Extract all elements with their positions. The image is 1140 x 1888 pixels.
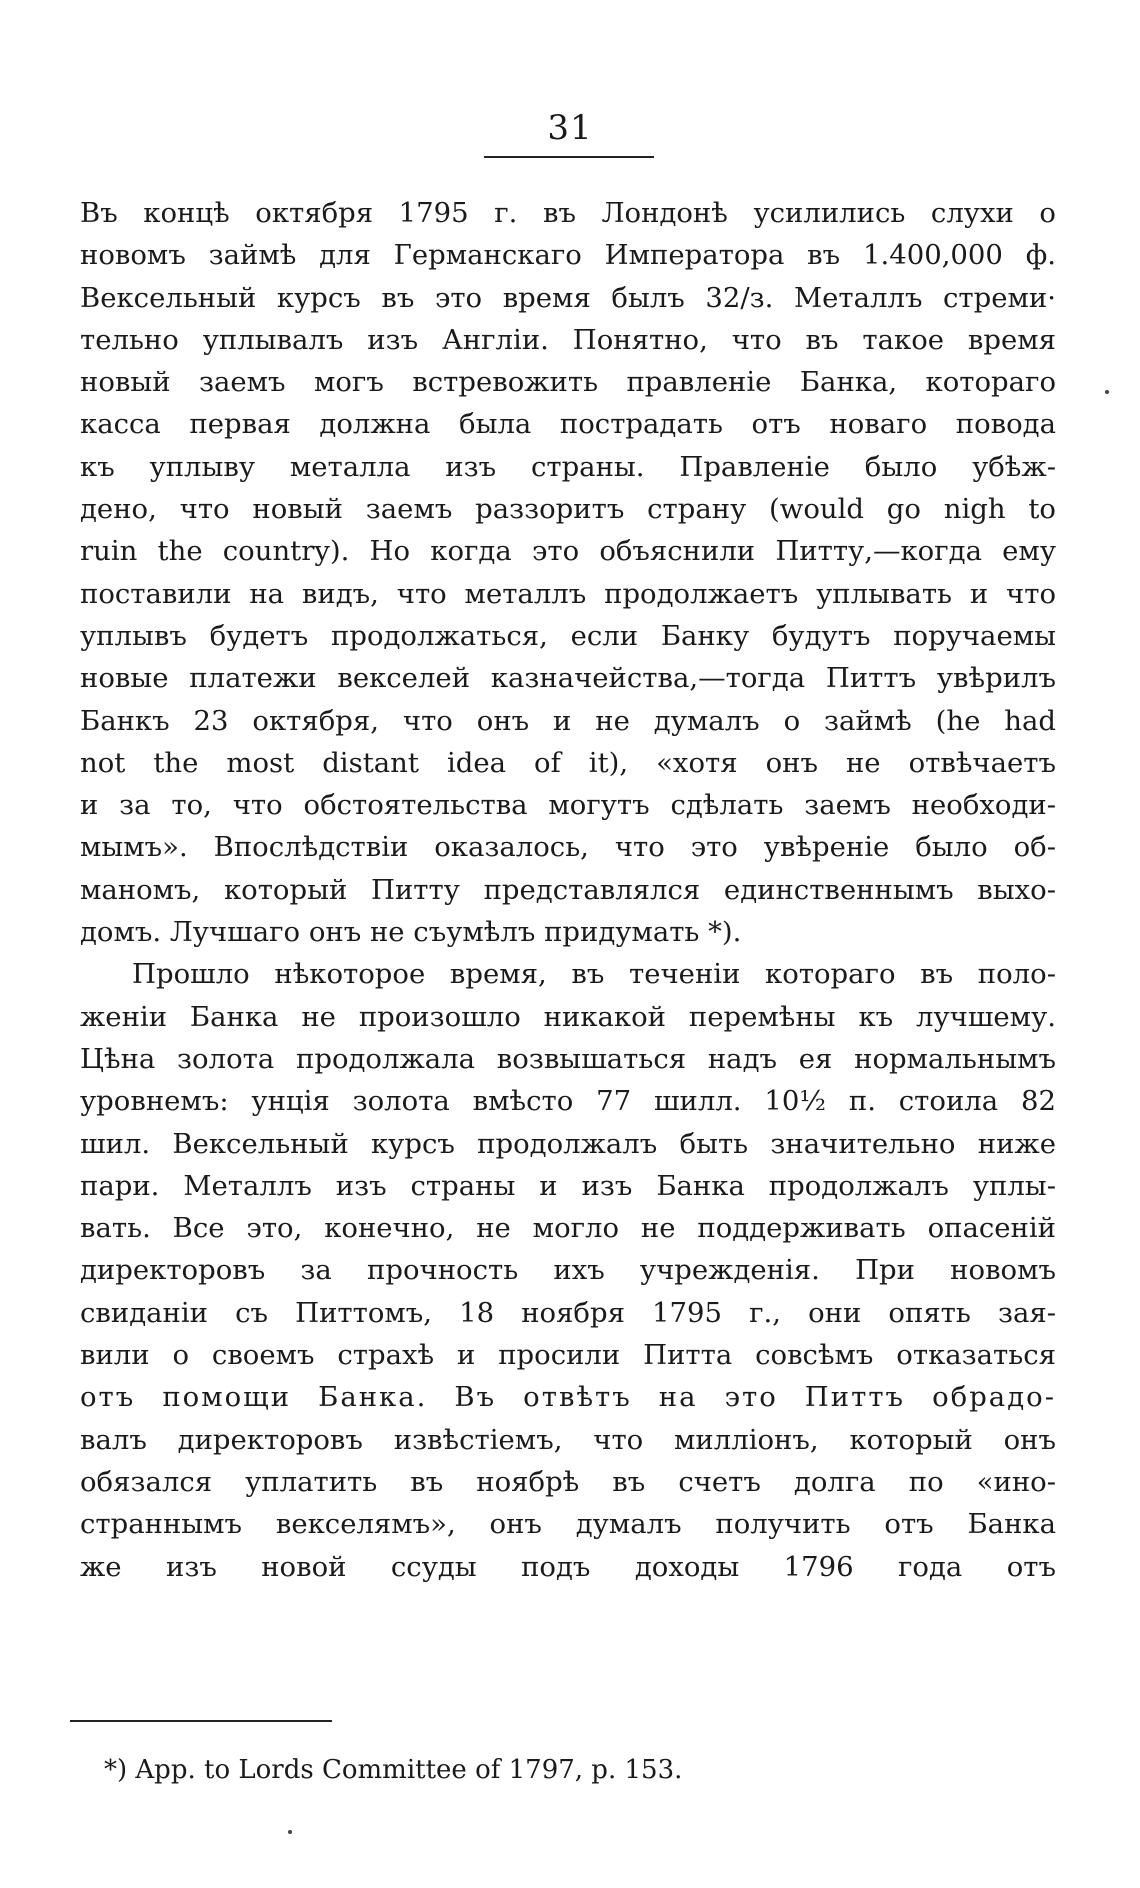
text-line: уплывъ будетъ продолжаться, если Банку будутъ поручаемы [80, 619, 1056, 652]
text-line: отъ помощи Банка. Въ отвѣтъ на это Питтъ обрадо- [80, 1381, 1056, 1414]
text-line: касса первая должна была пострадать отъ новаго повода [80, 408, 1056, 441]
text-line: уровнемъ: унція золота вмѣсто 77 шилл. 10½ п. стоила 82 [80, 1085, 1056, 1118]
text-line: поставили на видъ, что металлъ продолжаетъ уплывать и что [80, 577, 1056, 610]
header-rule [484, 156, 654, 158]
text-line: Въ концѣ октября 1795 г. въ Лондонѣ усилились слухи о [80, 197, 1056, 229]
text-line: обязался уплатить въ ноябрѣ въ счетъ долга по «ино- [80, 1465, 1056, 1498]
text-line: not the most distant idea of it), «хотя онъ не отвѣчаетъ [80, 746, 1056, 779]
footnote-rule [70, 1720, 332, 1722]
text-line: и за то, что обстоятельства могутъ сдѣлать заемъ необходи- [80, 789, 1056, 822]
text-line: Вексельный курсъ въ это время былъ 32/з. Металлъ стреми· [80, 281, 1056, 314]
text-line: вили о своемъ страхѣ и просили Питта совсѣмъ отказаться [80, 1339, 1056, 1372]
text-line: новомъ займѣ для Германскаго Императора въ 1.400,000 ф. [80, 239, 1056, 272]
page-number: 31 [547, 108, 593, 148]
text-line: маномъ, который Питту представлялся единственнымъ выхо- [80, 873, 1056, 906]
text-line-paragraph-start: Прошло нѣкоторое время, въ теченіи котораго въ поло- [132, 958, 1056, 991]
text-line: же изъ новой ссуды подъ доходы 1796 года отъ [80, 1550, 1056, 1583]
text-line: дено, что новый заемъ раззоритъ страну (would go nigh to [80, 493, 1056, 526]
text-line: новые платежи векселей казначейства,—тогда Питтъ увѣрилъ [80, 662, 1056, 695]
footnote: *) App. to Lords Committee of 1797, p. 153. [104, 1755, 683, 1785]
text-line: страннымъ векселямъ», онъ думалъ получить отъ Банка [80, 1508, 1056, 1541]
text-line: валъ директоровъ извѣстіемъ, что милліонъ, который онъ [80, 1423, 1056, 1456]
text-line-paragraph-end: домъ. Лучшаго онъ не съумѣлъ придумать *). [80, 916, 742, 949]
text-line: мымъ». Впослѣдствіи оказалось, что это увѣреніе было об- [80, 831, 1056, 864]
text-line: ruin the country). Но когда это объяснили Питту,—когда ему [80, 535, 1056, 568]
body-text [80, 192, 1056, 1588]
text-line: шил. Вексельный курсъ продолжалъ быть значительно ниже [80, 1127, 1056, 1160]
text-line: новый заемъ могъ встревожить правленіе Банка, котораго [80, 366, 1056, 399]
text-line: свиданіи съ Питтомъ, 18 ноября 1795 г., они опять зая- [80, 1296, 1056, 1329]
text-line: къ уплыву металла изъ страны. Правленіе было убѣж- [80, 450, 1056, 483]
print-speck [288, 1830, 292, 1834]
text-line: тельно уплывалъ изъ Англіи. Понятно, что въ такое время [80, 323, 1056, 356]
text-line: директоровъ за прочность ихъ учрежденія. При новомъ [80, 1254, 1056, 1287]
print-speck [1105, 390, 1109, 394]
text-line: вать. Все это, конечно, не могло не поддерживать опасеній [80, 1212, 1056, 1245]
text-line: Банкъ 23 октября, что онъ и не думалъ о займѣ (he had [80, 704, 1056, 737]
text-line: женіи Банка не произошло никакой перемѣны къ лучшему. [80, 1000, 1056, 1033]
text-line: пари. Металлъ изъ страны и изъ Банка продолжалъ уплы- [80, 1169, 1056, 1202]
text-line: Цѣна золота продолжала возвышаться надъ ея нормальнымъ [80, 1042, 1056, 1075]
